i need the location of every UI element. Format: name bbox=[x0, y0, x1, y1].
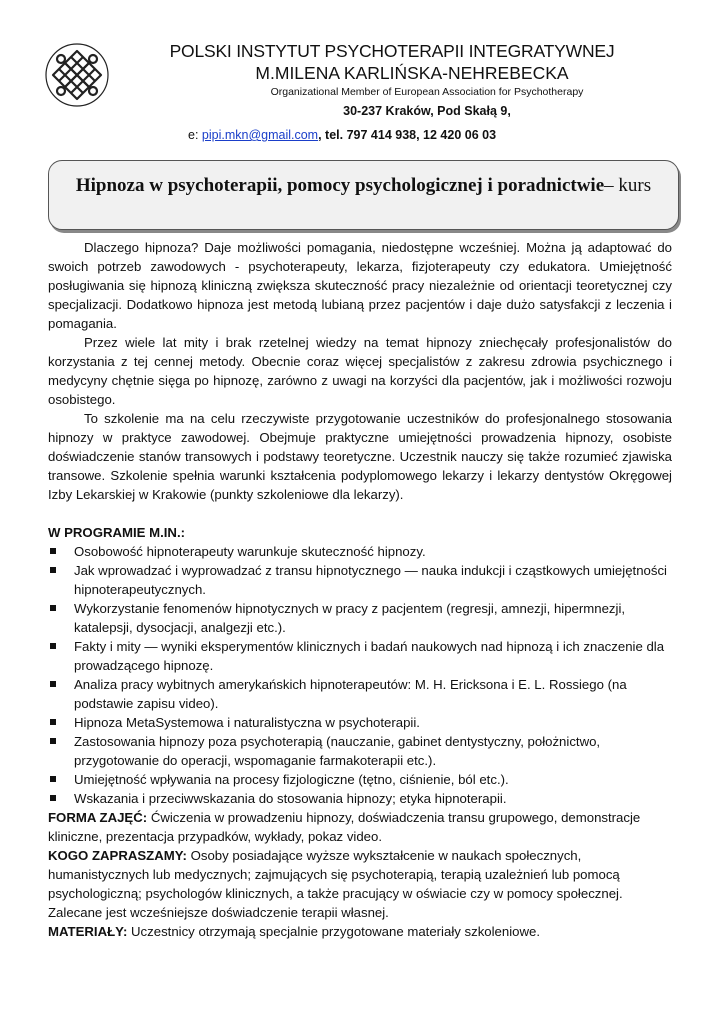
section-label: FORMA ZAJĘĆ: bbox=[48, 810, 148, 825]
form-section bbox=[48, 808, 672, 846]
materials-section bbox=[48, 922, 672, 941]
program-list bbox=[48, 542, 672, 808]
list-item: Wskazania i przeciwwskazania do stosowania hipnozy; etyka hipnoterapii. bbox=[48, 789, 672, 808]
list-item: Fakty i mity — wyniki eksperymentów klinicznych i badań naukowych nad hipnozą i ich znaczenie dla prowadzącego hipnozę. bbox=[48, 637, 672, 675]
list-item: Analiza pracy wybitnych amerykańskich hipnoterapeutów: M. H. Ericksona i E. L. Rossiego (na podstawie zapisu video). bbox=[48, 675, 672, 713]
address-line: 30-237 Kraków, Pod Skałą 9, bbox=[343, 104, 511, 118]
section-text: Osoby posiadające wyższe wykształcenie w naukach społecznych, humanistycznych lub medycznych; zajmujących się psychoterapią, terapią uzależnień lub pomocą psychologiczną; psychologów klinicznych, a także pracujący w oświacie czy w pomocy społecznej. Zalecane jest wcześniejsze doświadczenie terapii własnej. bbox=[48, 848, 623, 920]
course-title-box bbox=[48, 160, 679, 230]
list-item: Jak wprowadzać i wyprowadzać z transu hipnotycznego — nauka indukcji i cząstkowych umiejętności hipnoterapeutycznych. bbox=[48, 561, 672, 599]
intro-paragraph-3: To szkolenie ma na celu rzeczywiste przygotowanie uczestników do profesjonalnego stosowania hipnozy w praktyce zawodowej. Obejmuje praktyczne umiejętności prowadzenia hipnozy, osobiste doświadczenie stanów transowych i podstawy teoretyczne. Uczestnik nauczy się także rozumieć zjawiska transowe. Szkolenie spełnia warunki kształcenia podyplomowego lekarzy i lekarzy dentystów Okręgowej Izby Lekarskiej w Krakowie (punkty szkoleniowe dla lekarzy). bbox=[48, 411, 672, 502]
list-item: Osobowość hipnoterapeuty warunkuje skuteczność hipnozy. bbox=[48, 542, 672, 561]
list-item: Umiejętność wpływania na procesy fizjologiczne (tętno, ciśnienie, ból etc.). bbox=[48, 770, 672, 789]
course-title-suffix: – kurs bbox=[604, 175, 652, 196]
letterhead bbox=[112, 40, 672, 120]
email-link[interactable]: pipi.mkn@gmail.com bbox=[201, 128, 319, 142]
membership-line: Organizational Member of European Association for Psychotherapy bbox=[270, 86, 584, 98]
celtic-knot-icon bbox=[44, 42, 110, 108]
document-body bbox=[48, 238, 672, 941]
section-text: Ćwiczenia w prowadzeniu hipnozy, doświadczenia transu grupowego, demonstracje kliniczne, prezentacja przypadków, wykłady, pokaz video. bbox=[48, 810, 641, 844]
section-label: KOGO ZAPRASZAMY: bbox=[48, 848, 187, 863]
director-name: M.MILENA KARLIŃSKA-NEHREBECKA bbox=[255, 63, 569, 83]
course-title: Hipnoza w psychoterapii, pomocy psychologicznej i poradnictwie bbox=[75, 175, 605, 196]
list-item: Zastosowania hipnozy poza psychoterapią (nauczanie, gabinet dentystyczny, położnictwo, przygotowanie do operacji, wspomaganie farmakoterapii etc.). bbox=[48, 732, 672, 770]
institute-logo bbox=[44, 42, 110, 108]
contact-line bbox=[188, 127, 496, 143]
info-sections bbox=[48, 808, 672, 941]
program-heading: W PROGRAMIE M.IN.: bbox=[48, 525, 185, 540]
section-text: Uczestnicy otrzymają specjalnie przygotowane materiały szkoleniowe. bbox=[127, 924, 541, 939]
email-prefix: e: bbox=[188, 128, 202, 142]
section-label: MATERIAŁY: bbox=[48, 924, 128, 939]
intro-paragraph-1: Dlaczego hipnoza? Daje możliwości pomagania, niedostępne wcześniej. Można ją adaptować do swoich potrzeb zawodowych - psychoterapeuty, lekarza, fizjoterapeuty czy edukatora. Umiejętność posługiwania się hipnozą kliniczną zwiększa skuteczność pracy niezależnie od orientacji teoretycznej czy specjalizacji. Dodatkowo hipnoza jest metodą lubianą przez pacjentów i daje dużo satysfakcji z leczenia i pomagania. bbox=[48, 240, 672, 331]
phone-numbers: , tel. 797 414 938, 12 420 06 03 bbox=[318, 128, 497, 142]
list-item: Hipnoza MetaSystemowa i naturalistyczna w psychoterapii. bbox=[48, 713, 672, 732]
institute-name: POLSKI INSTYTUT PSYCHOTERAPII INTEGRATYWNEJ bbox=[169, 41, 615, 61]
audience-section bbox=[48, 846, 672, 922]
list-item: Wykorzystanie fenomenów hipnotycznych w pracy z pacjentem (regresji, amnezji, hipermnezji, katalepsji, dysocjacji, analgezji etc.). bbox=[48, 599, 672, 637]
intro-paragraph-2: Przez wiele lat mity i brak rzetelnej wiedzy na temat hipnozy zniechęcały profesjonalistów do korzystania z tej cennej metody. Obecnie coraz więcej specjalistów z zakresu zdrowia psychicznego i medycyny chętnie sięga po hipnozę, zarówno z uwagi na korzyści dla pacjentów, jak i możliwości rozwoju osobistego. bbox=[48, 335, 672, 407]
